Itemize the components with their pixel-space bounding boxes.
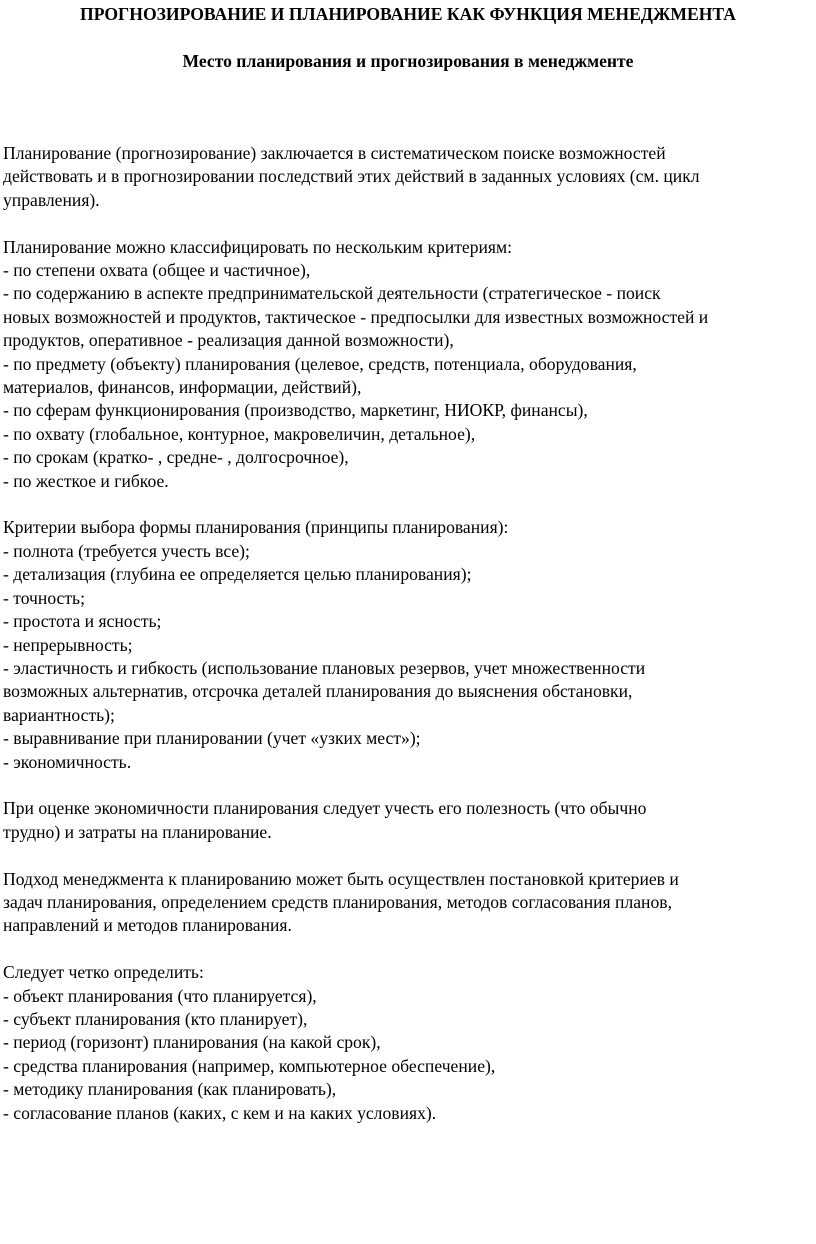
paragraph — [3, 961, 816, 1125]
text-line: Подход менеджмента к планированию может быть осуществлен постановкой критериев и — [3, 868, 679, 889]
text-line: - экономичность. — [3, 751, 132, 772]
text-line: Планирование можно классифицировать по нескольким критериям: — [3, 236, 513, 257]
paragraph — [3, 142, 816, 212]
document-subtitle: Место планирования и прогнозирования в менеджменте — [182, 51, 634, 71]
text-line: - средства планирования (например, компьютерное обеспечение), — [3, 1055, 496, 1076]
text-line: - точность; — [3, 587, 85, 608]
text-line: материалов, финансов, информации, действий), — [3, 377, 362, 398]
text-line: - период (горизонт) планирования (на какой срок), — [3, 1032, 381, 1053]
paragraph — [3, 868, 816, 938]
paragraph — [3, 797, 816, 844]
text-line: - непрерывность; — [3, 634, 133, 655]
text-line: новых возможностей и продуктов, тактическое - предпосылки для известных возможностей и — [3, 306, 709, 327]
text-line: - по срокам (кратко- , средне- , долгосрочное), — [3, 447, 349, 468]
text-line: - методику планирования (как планировать), — [3, 1079, 337, 1100]
text-line: - по предмету (объекту) планирования (целевое, средств, потенциала, оборудования, — [3, 353, 637, 374]
text-line: - субъект планирования (кто планирует), — [3, 1008, 308, 1029]
text-line: вариантность); — [3, 704, 115, 725]
paragraph — [3, 236, 816, 493]
text-line: - простота и ясность; — [3, 611, 162, 632]
text-line: - по сферам функционирования (производство, маркетинг, НИОКР, финансы), — [3, 400, 588, 421]
text-line: Критерии выбора формы планирования (принципы планирования): — [3, 517, 509, 538]
text-line: - выравнивание при планировании (учет «узких мест»); — [3, 728, 421, 749]
text-line: задач планирования, определением средств планирования, методов согласования планов, — [3, 891, 672, 912]
text-line: - по степени охвата (общее и частичное), — [3, 260, 311, 281]
text-line: - эластичность и гибкость (использование плановых резервов, учет множественности — [3, 657, 646, 678]
text-line: При оценке экономичности планирования следует учесть его полезность (что обычно — [3, 798, 647, 819]
text-line: - полнота (требуется учесть все); — [3, 540, 250, 561]
text-line: возможных альтернатив, отсрочка деталей планирования до выяснения обстановки, — [3, 681, 633, 702]
text-line: трудно) и затраты на планирование. — [3, 821, 272, 842]
text-line: продуктов, оперативное - реализация данной возможности), — [3, 330, 454, 351]
text-line: управления). — [3, 189, 100, 210]
text-line: - по охвату (глобальное, контурное, макровеличин, детальное), — [3, 423, 476, 444]
text-line: - согласование планов (каких, с кем и на каких условиях). — [3, 1102, 437, 1123]
text-line: Следует четко определить: — [3, 962, 204, 983]
text-line: Планирование (прогнозирование) заключается в систематическом поиске возможностей — [3, 143, 666, 163]
text-line: - по жесткое и гибкое. — [3, 470, 169, 491]
document-title: ПРОГНОЗИРОВАНИЕ И ПЛАНИРОВАНИЕ КАК ФУНКЦИЯ МЕНЕДЖМЕНТА — [80, 4, 736, 24]
text-line: - объект планирования (что планируется), — [3, 985, 317, 1006]
text-line: направлений и методов планирования. — [3, 915, 292, 936]
paragraph — [3, 516, 816, 773]
document-body — [3, 142, 816, 1148]
text-line: - детализация (глубина ее определяется целью планирования); — [3, 564, 472, 585]
text-line: - по содержанию в аспекте предпринимательской деятельности (стратегическое - поиск — [3, 283, 661, 304]
text-line: действовать и в прогнозировании последствий этих действий в заданных условиях (см. цикл — [3, 166, 700, 187]
